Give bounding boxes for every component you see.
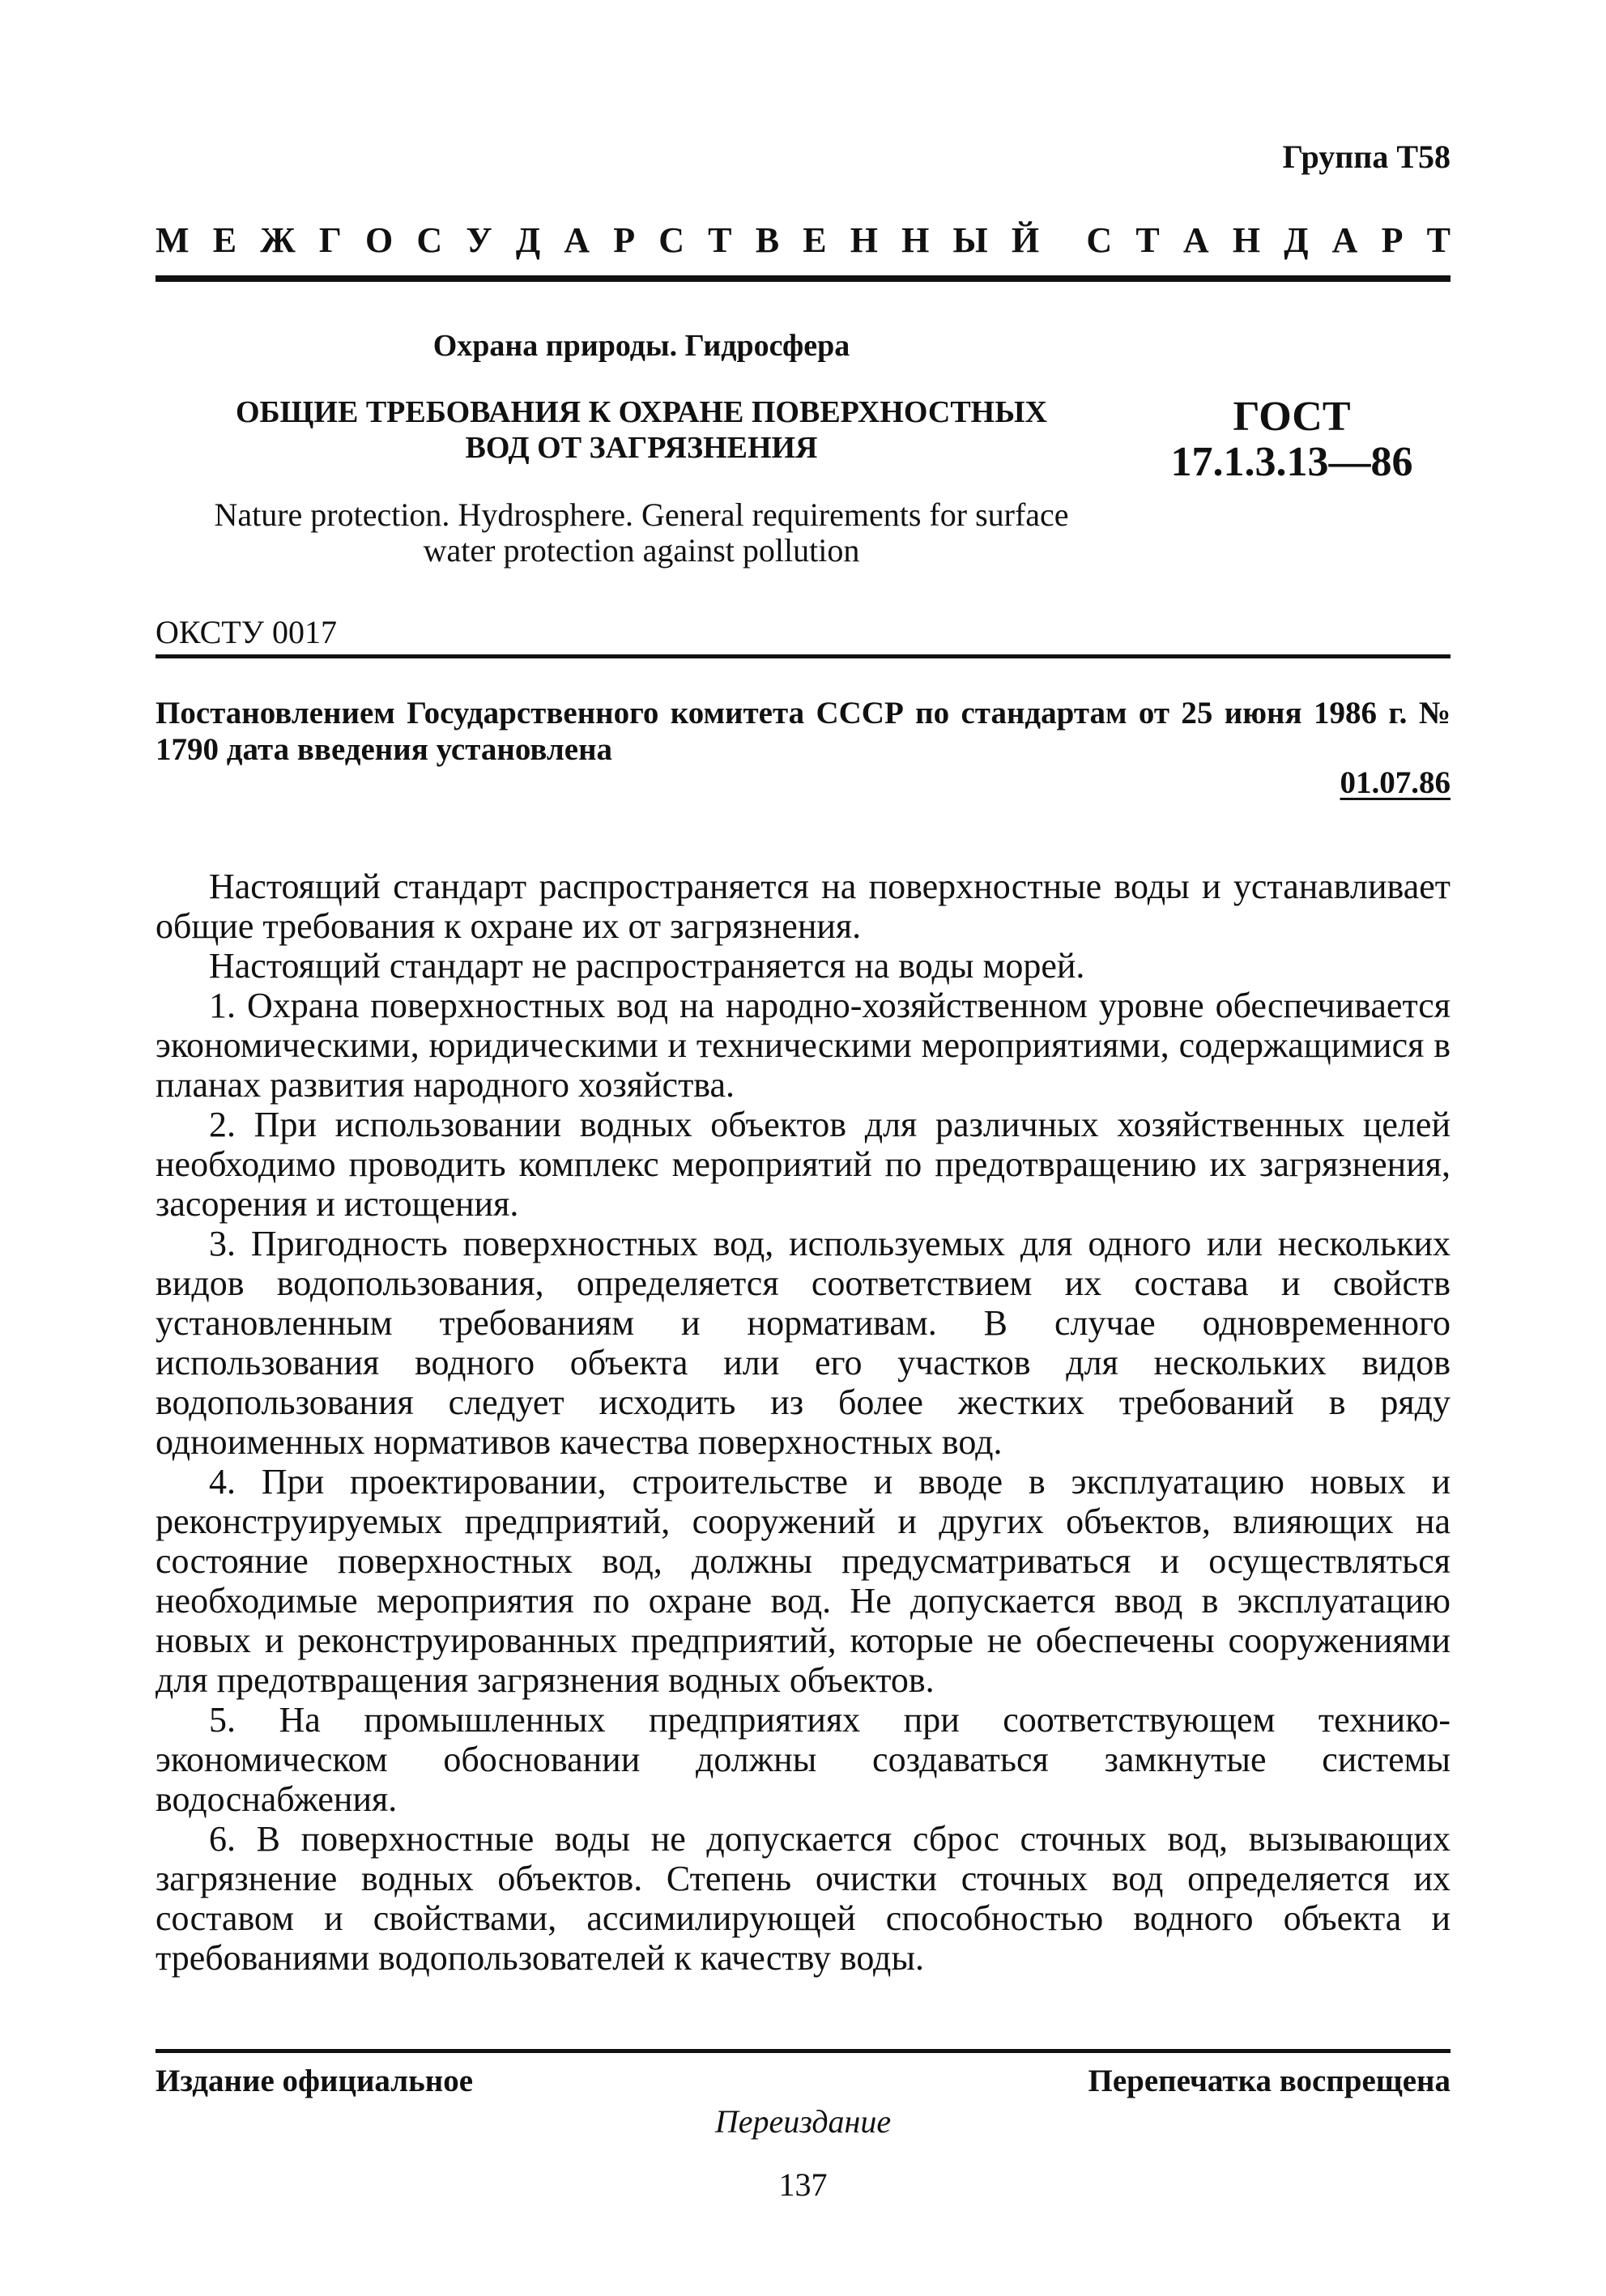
banner-letter: Ы <box>952 220 988 260</box>
banner-letter: А <box>1331 220 1358 260</box>
gost-number: 17.1.3.13—86 <box>1170 439 1413 485</box>
banner-letter: Т <box>708 220 732 260</box>
standard-body <box>155 867 1451 1978</box>
banner-letter: С <box>1086 220 1113 260</box>
banner-letter: Р <box>613 220 636 260</box>
body-paragraph: 1. Охрана поверхностных вод на народно-хозяйственном уровне обеспечивается экономическими, юридическими и техническими мероприятиями, содержащимися в планах развития народного хозяйства. <box>155 986 1451 1105</box>
standard-banner <box>155 220 1451 261</box>
banner-letter: Т <box>1426 220 1451 260</box>
gost-designation <box>1134 394 1450 485</box>
title-russian-line: ОБЩИЕ ТРЕБОВАНИЯ К ОХРАНЕ ПОВЕРХНОСТНЫХ <box>236 395 1047 429</box>
body-paragraph: 2. При использовании водных объектов для различных хозяйственных целей необходимо проводить комплекс мероприятий по предотвращению их загрязнения, засорения и истощения. <box>155 1105 1451 1224</box>
title-rule <box>155 654 1451 658</box>
banner-letter: Н <box>850 220 878 260</box>
reissue-label: Переиздание <box>714 2103 892 2140</box>
body-paragraph: Настоящий стандарт не распространяется на воды морей. <box>209 946 1085 986</box>
banner-letter: Н <box>901 220 930 260</box>
subject-heading: Охрана природы. Гидросфера <box>432 329 850 363</box>
banner-letter: С <box>416 220 443 260</box>
footer-rule <box>155 2049 1451 2053</box>
body-paragraph: Настоящий стандарт распространяется на поверхностные воды и устанавливает общие требования к охране их от загрязнения. <box>155 867 1451 946</box>
banner-letter: Р <box>1381 220 1404 260</box>
official-edition: Издание официальное <box>155 2064 474 2098</box>
banner-letter: Г <box>318 220 342 260</box>
banner-letter: Е <box>803 220 827 260</box>
body-paragraph: 6. В поверхностные воды не допускается сброс сточных вод, вызывающих загрязнение водных объектов. Степень очистки сточных вод определяется их составом и свойствами, ассимилирующей способностью водного объекта и требованиями водопользователей к качеству воды. <box>155 1819 1451 1978</box>
body-paragraph: 5. На промышленных предприятиях при соответствующем технико-экономическом обосновании должны создаваться замкнутые системы водоснабжения. <box>155 1700 1451 1819</box>
banner-letter: Д <box>515 220 541 260</box>
gost-label: ГОСТ <box>1233 394 1351 440</box>
banner-letter: Е <box>212 220 237 260</box>
body-paragraph: 3. Пригодность поверхностных вод, используемых для одного или нескольких видов водопользования, определяется соответствием их состава и свойств установленным требованиям и нормативам. В случае одновременного использования водного объекта или его участков для нескольких видов водопользования следует исходить из более жестких требований в ряду одноименных нормативов качества поверхностных вод. <box>155 1224 1451 1462</box>
group-code: Группа Т58 <box>1282 138 1451 175</box>
banner-letter: Д <box>1284 220 1309 260</box>
banner-letter: У <box>466 220 492 260</box>
banner-letter: В <box>755 220 780 260</box>
banner-letter: М <box>155 220 190 260</box>
page-number: 137 <box>778 2166 828 2203</box>
decree-text: Постановлением Государственного комитета СССР по стандартам от 25 июня 1986 г. № 1790 дата введения установлена <box>155 696 1451 767</box>
banner-letter: С <box>658 220 685 260</box>
title-russian-line: ВОД ОТ ЗАГРЯЗНЕНИЯ <box>465 431 818 465</box>
header-rule <box>155 275 1451 282</box>
title-english-line: Nature protection. Hydrosphere. General requirements for surface <box>214 496 1069 533</box>
banner-letter: О <box>365 220 394 260</box>
banner-letter: Й <box>1011 220 1040 260</box>
title-english-line: water protection against pollution <box>423 532 860 569</box>
okstu-code: ОКСТУ 0017 <box>155 614 338 650</box>
title-english <box>155 497 1127 569</box>
banner-letter: Н <box>1232 220 1261 260</box>
banner-letter: Т <box>1135 220 1160 260</box>
title-russian <box>155 394 1127 466</box>
banner-letter: А <box>564 220 590 260</box>
reprint-notice: Перепечатка воспрещена <box>1088 2064 1451 2098</box>
banner-letter: Ж <box>260 220 296 260</box>
banner-letter: А <box>1182 220 1209 260</box>
effective-date: 01.07.86 <box>1340 765 1451 800</box>
body-paragraph: 4. При проектировании, строительстве и вводе в эксплуатацию новых и реконструируемых предприятий, сооружений и других объектов, влияющих на состояние поверхностных вод, должны предусматриваться и осуществляться необходимые мероприятия по охране вод. Не допускается ввод в эксплуатацию новых и реконструированных предприятий, которые не обеспечены сооружениями для предотвращения загрязнения водных объектов. <box>155 1462 1451 1700</box>
